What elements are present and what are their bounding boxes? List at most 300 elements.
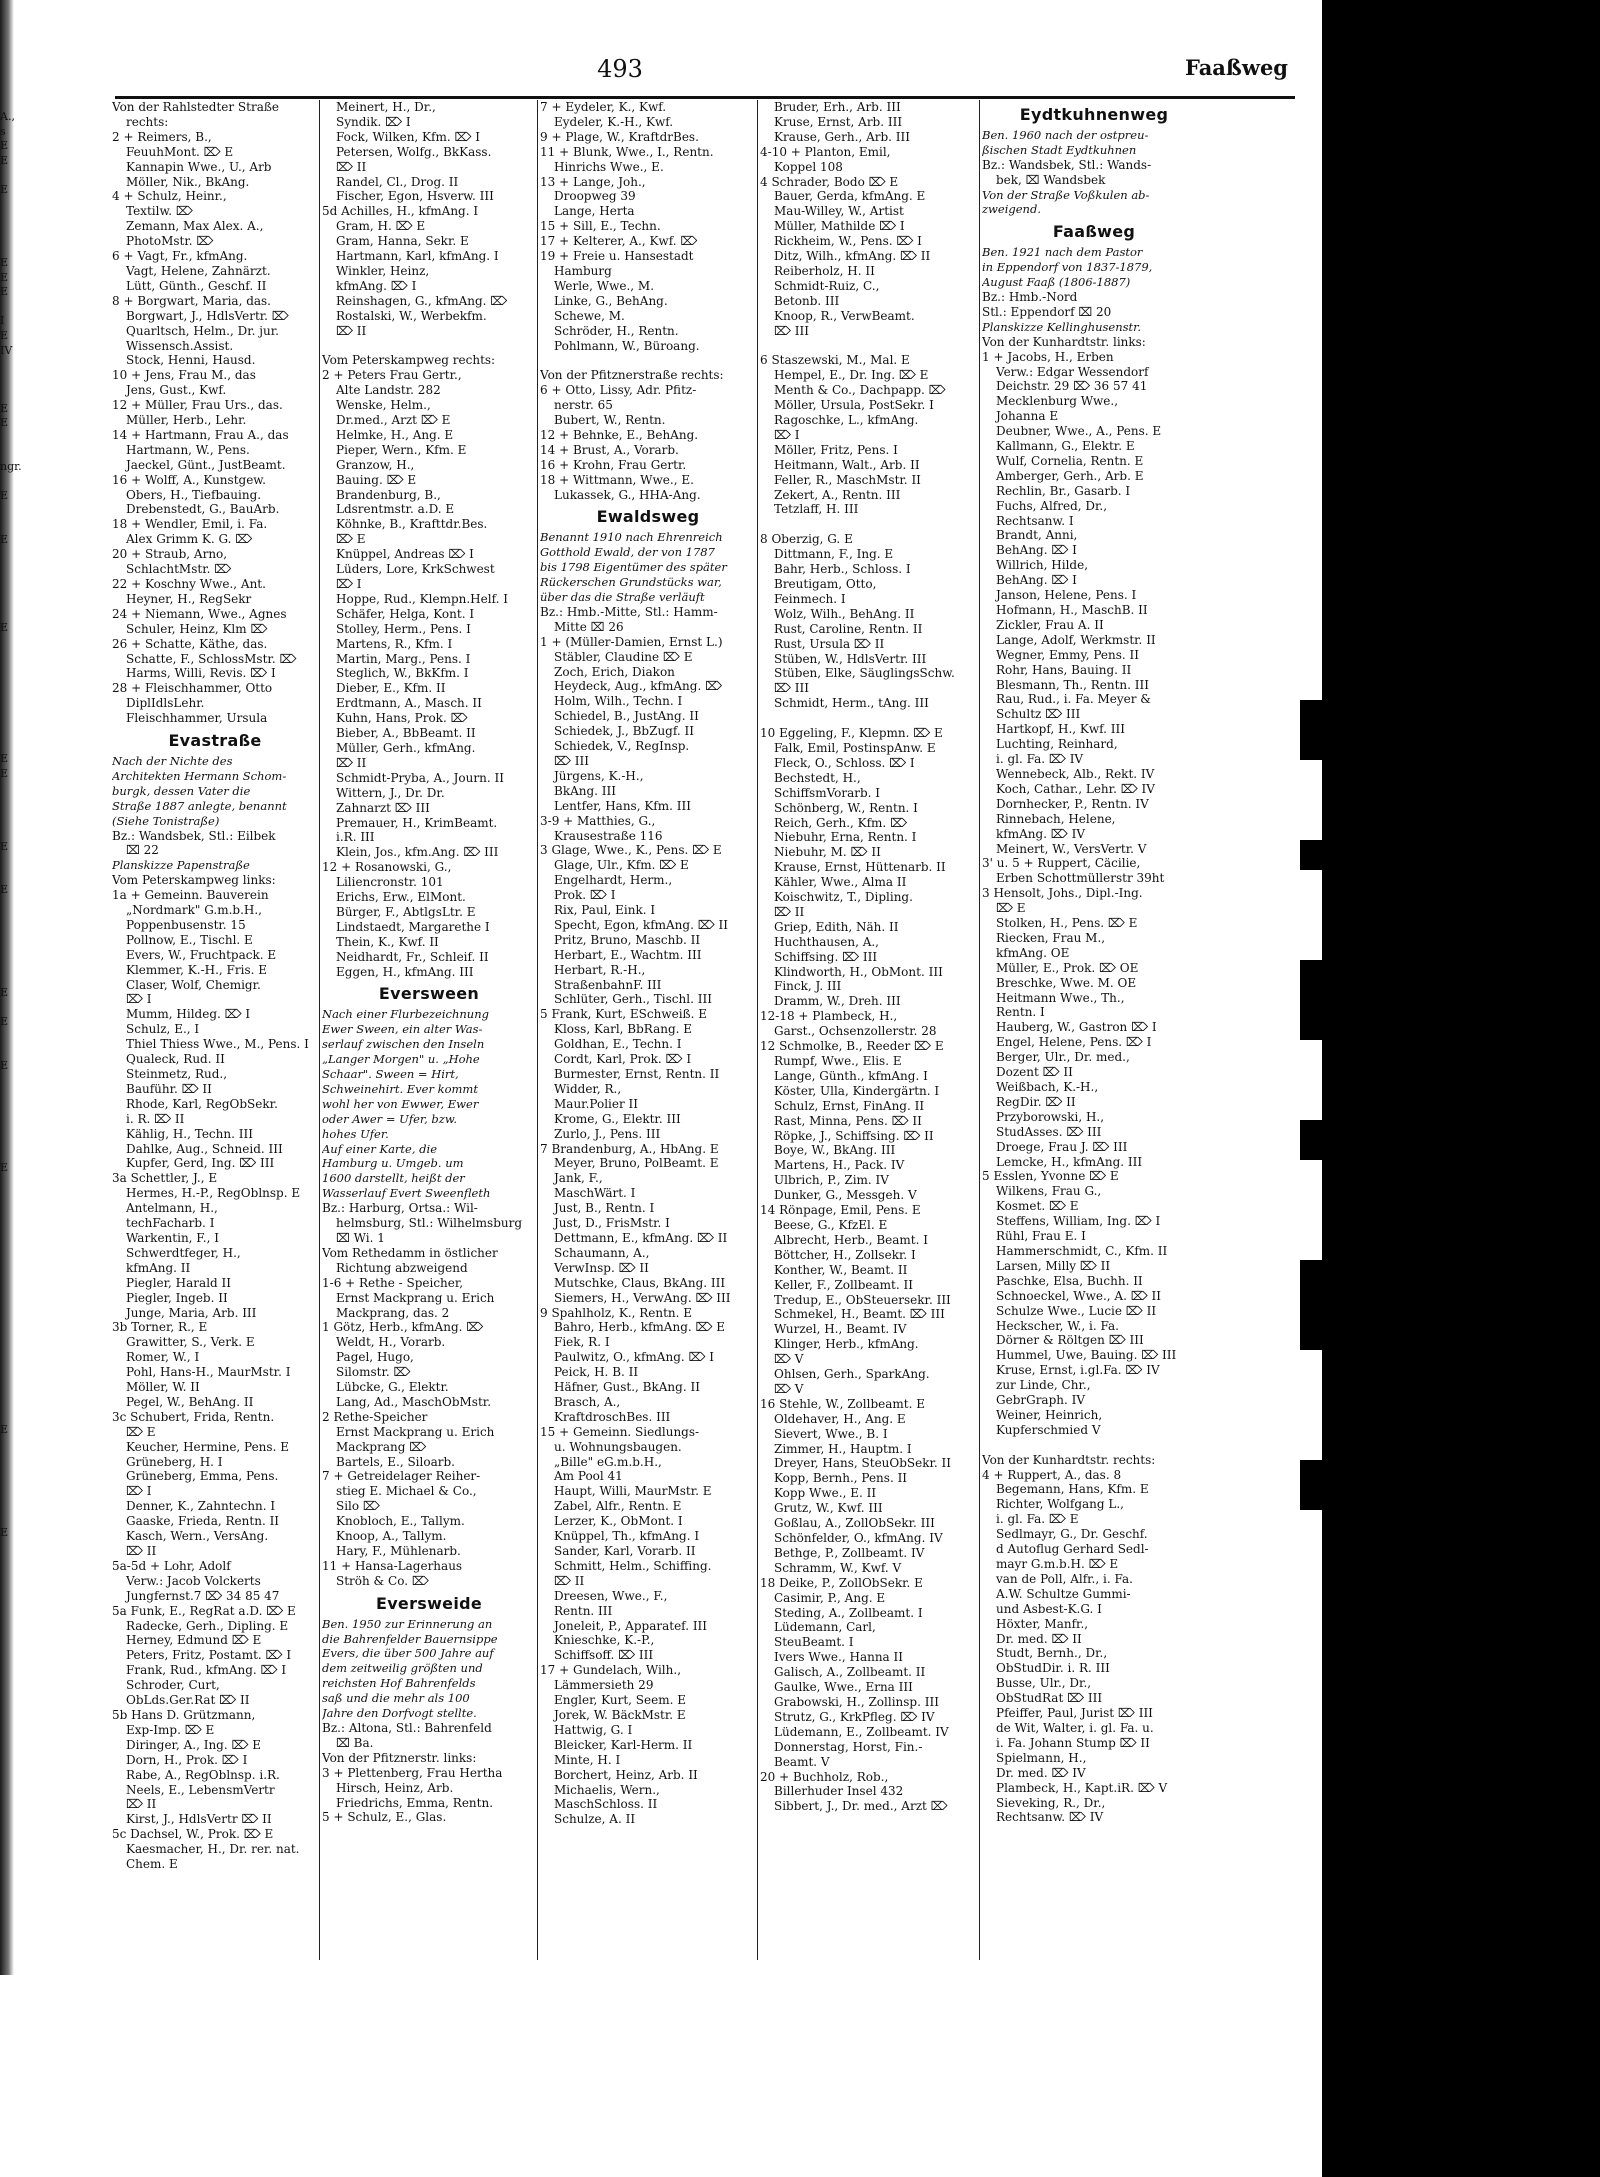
- directory-entry: GebrGraph. IV: [996, 1393, 1086, 1408]
- directory-entry: Konther, W., Beamt. II: [774, 1262, 908, 1277]
- margin-fragment: [0, 913, 112, 928]
- directory-entry: Erichs, Erw., ElMont.: [336, 890, 466, 905]
- directory-entry: 20 + Buchholz, Rob.,: [760, 1769, 889, 1784]
- directory-entry: Richtung abzweigend: [336, 1260, 468, 1275]
- directory-entry: mayr G.m.b.H. ⌦ E: [996, 1557, 1119, 1571]
- directory-entry: ⌦ III: [774, 681, 810, 696]
- margin-fragment: [0, 300, 112, 315]
- margin-fragment: [0, 1613, 112, 1628]
- directory-entry: Ernst Mackprang u. Erich: [336, 1290, 495, 1305]
- directory-entry: Pfeiffer, Paul, Jurist ⌦ III: [996, 1706, 1153, 1721]
- margin-fragment: [0, 577, 112, 592]
- directory-entry: Böttcher, H., Zollsekr. I: [774, 1247, 916, 1262]
- directory-entry: Schulze, A. II: [554, 1812, 636, 1827]
- directory-entry: Breschke, Wwe. M. OE: [996, 975, 1137, 990]
- directory-entry: Dörner & Röltgen ⌦ III: [996, 1333, 1144, 1348]
- directory-entry: Martin, Marg., Pens. I: [336, 651, 471, 666]
- directory-entry: Zahnarzt ⌦ III: [336, 800, 430, 815]
- margin-fragment: [0, 971, 112, 986]
- directory-entry: Hoppe, Rud., Klempn.Helf. I: [336, 591, 508, 606]
- street-note: Evers, die über 500 Jahre auf: [322, 1646, 494, 1661]
- directory-entry: ⌦ I: [774, 427, 800, 442]
- margin-fragment: [0, 1686, 112, 1701]
- directory-entry: ⌧ Ba.: [336, 1735, 374, 1750]
- margin-fragment: E: [0, 255, 9, 269]
- directory-entry: Schulz, Ernst, FinAng. II: [774, 1098, 925, 1113]
- directory-entry: Bahro, Herb., kfmAng. ⌦ E: [554, 1320, 726, 1335]
- directory-entry: Koch, Cathar., Lehr. ⌦ IV: [996, 781, 1155, 796]
- map-reference: Planskizze Kellinghusenstr.: [982, 319, 1142, 334]
- margin-fragment: E: [0, 416, 9, 430]
- street-note: bis 1798 Eigentümer des später: [540, 560, 727, 575]
- directory-entry: Kasch, Wern., VersAng.: [126, 1529, 269, 1544]
- directory-entry: Tredup, E., ObSteuersekr. III: [774, 1292, 951, 1307]
- directory-entry: „Bille" eG.m.b.H.,: [554, 1454, 662, 1469]
- margin-fragment: [0, 373, 112, 388]
- directory-entry: Menth & Co., Dachpapp. ⌦: [774, 383, 946, 398]
- directory-entry: Wulf, Cornelia, Rentn. E: [996, 453, 1144, 468]
- directory-entry: Willrich, Hilde,: [996, 558, 1089, 573]
- directory-entry: Sander, Karl, Vorarb. II: [554, 1544, 696, 1558]
- page-edge-marks: [1300, 700, 1322, 1600]
- directory-entry: Häfner, Gust., BkAng. II: [554, 1380, 700, 1395]
- directory-entry: Klein, Jos., kfm.Ang. ⌦ III: [336, 845, 499, 860]
- column-1: [322, 100, 536, 1960]
- directory-entry: Peick, H. B. II: [554, 1365, 639, 1380]
- directory-entry: Zimmer, H., Hauptm. I: [774, 1441, 912, 1456]
- directory-entry: 10 + Jens, Frau M., das: [112, 368, 256, 383]
- directory-entry: Wilkens, Frau G.,: [996, 1184, 1102, 1199]
- margin-fragment: [0, 1365, 112, 1380]
- street-note: die Bahrenfelder Bauernsippe: [322, 1631, 498, 1646]
- margin-fragment: [0, 825, 112, 840]
- directory-entry: Riecken, Frau M.,: [996, 930, 1106, 945]
- directory-entry: Mitte ⌧ 26: [554, 619, 624, 634]
- directory-entry: techFacharb. I: [126, 1216, 215, 1231]
- margin-fragment: [0, 1453, 112, 1468]
- directory-entry: van de Poll, Alfr., i. Fa.: [996, 1571, 1133, 1586]
- directory-entry: Blesmann, Th., Rentn. III: [996, 677, 1149, 692]
- directory-entry: Bechstedt, H.,: [774, 770, 861, 785]
- directory-entry: Erdtmann, A., Masch. II: [336, 696, 482, 711]
- directory-entry: Steglich, W., BkKfm. I: [336, 666, 469, 681]
- directory-entry: Krausestraße 116: [554, 828, 663, 843]
- directory-entry: Vom Peterskampweg links:: [112, 873, 276, 888]
- directory-entry: 14 + Brust, A., Vorarb.: [540, 442, 679, 457]
- street-note: burgk, dessen Vater die: [112, 783, 251, 798]
- directory-entry: Warkentin, F., I: [126, 1230, 219, 1245]
- margin-fragment: E: [0, 620, 9, 634]
- directory-entry: d Autoflug Gerhard Sedl-: [996, 1542, 1149, 1557]
- directory-entry: Lerzer, K., ObMont. I: [554, 1514, 683, 1529]
- street-note: Ben. 1921 nach dem Pastor: [982, 245, 1143, 260]
- margin-fragment: [0, 1467, 112, 1482]
- directory-entry: Winkler, Heinz,: [336, 263, 430, 278]
- directory-entry: 5c Dachsel, W., Prok. ⌦ E: [112, 1827, 274, 1842]
- directory-entry: Lang, Ad., MaschObMstr.: [336, 1394, 492, 1409]
- directory-entry: Kaesmacher, H., Dr. rer. nat.: [126, 1842, 300, 1857]
- directory-entry: Reinshagen, G., kfmAng. ⌦: [336, 293, 508, 308]
- street-note: in Eppendorf von 1837-1879,: [982, 260, 1153, 275]
- directory-entry: Müller, Gerh., kfmAng.: [336, 740, 476, 755]
- column-4: [982, 100, 1206, 1960]
- directory-entry: Pritz, Bruno, Maschb. II: [554, 932, 701, 947]
- directory-entry: Boye, W., BkAng. III: [774, 1143, 896, 1158]
- directory-entry: Köster, Ulla, Kindergärtn. I: [774, 1083, 940, 1098]
- directory-entry: Pegel, W., BehAng. II: [126, 1394, 254, 1409]
- directory-entry: 11 + Hansa-Lagerhaus: [322, 1558, 463, 1573]
- directory-entry: 26 + Schatte, Käthe, das.: [112, 636, 268, 651]
- directory-entry: Griep, Edith, Näh. II: [774, 919, 899, 934]
- directory-entry: Rabe, A., RegOblnsp. i.R.: [126, 1767, 280, 1782]
- directory-entry: i.R. III: [336, 830, 375, 845]
- directory-entry: 17 + Gundelach, Wilh.,: [540, 1663, 682, 1678]
- directory-entry: Romer, W., I: [126, 1350, 200, 1365]
- directory-entry: Finck, J. III: [774, 979, 842, 994]
- directory-entry: Zurlo, J., Pens. III: [554, 1126, 661, 1141]
- directory-entry: Lange, Herta: [554, 204, 635, 219]
- spacer: [760, 517, 978, 532]
- directory-entry: Kählig, H., Techn. III: [126, 1126, 253, 1141]
- directory-entry: Wolz, Wilh., BehAng. II: [774, 606, 915, 621]
- directory-entry: Qualeck, Rud. II: [126, 1052, 225, 1067]
- directory-entry: Schnoeckel, Wwe., A. ⌦ II: [996, 1288, 1161, 1303]
- directory-entry: kfmAng. OE: [996, 945, 1070, 960]
- directory-entry: ⌦ II: [774, 904, 805, 919]
- directory-entry: ⌦ E: [996, 901, 1026, 916]
- margin-fragment: [0, 1175, 112, 1190]
- directory-entry: Bürger, F., AbtlgsLtr. E: [336, 904, 476, 919]
- margin-fragment: [0, 1073, 112, 1088]
- directory-entry: Dr. med. ⌦ II: [996, 1631, 1082, 1646]
- directory-entry: Siemers, H., VerwAng. ⌦ III: [554, 1290, 731, 1305]
- directory-entry: und Asbest-K.G. I: [996, 1601, 1102, 1616]
- directory-entry: Klindworth, H., ObMont. III: [774, 964, 943, 979]
- directory-entry: Bz.: Wandsbek, Stl.: Wands-: [982, 157, 1152, 172]
- directory-entry: Dr.med., Arzt ⌦ E: [336, 413, 451, 428]
- margin-fragment: E: [0, 1423, 9, 1437]
- margin-fragment: [0, 1248, 112, 1263]
- directory-entry: Möller, Ursula, PostSekr. I: [774, 398, 934, 413]
- directory-entry: ⌦ III: [774, 323, 810, 338]
- directory-entry: 3c Schubert, Frida, Rentn.: [112, 1409, 275, 1424]
- directory-entry: Hattwig, G. I: [554, 1722, 633, 1737]
- directory-entry: 15 + Sill, E., Techn.: [540, 219, 661, 234]
- margin-fragment: I: [0, 314, 5, 328]
- directory-entry: Brandenburg, B.,: [336, 487, 441, 502]
- margin-fragment: [0, 1350, 112, 1365]
- directory-entry: Stüben, Elke, SäuglingsSchw.: [774, 666, 955, 681]
- map-reference: Planskizze Papenstraße: [112, 858, 250, 873]
- directory-entry: SteuBeamt. I: [774, 1635, 854, 1650]
- directory-entry: Werle, Wwe., M.: [554, 278, 655, 293]
- margin-fragment: [0, 1774, 112, 1789]
- directory-entry: Begemann, Hans, Kfm. E: [996, 1482, 1149, 1497]
- directory-entry: Heydeck, Aug., kfmAng. ⌦: [554, 679, 723, 694]
- margin-fragment: E: [0, 533, 9, 547]
- margin-fragment: E: [0, 1058, 9, 1072]
- directory-entry: Dorn, H., Prok. ⌦ I: [126, 1752, 248, 1767]
- directory-entry: Bz.: Hmb.-Mitte, Stl.: Hamm-: [540, 604, 718, 619]
- directory-entry: Wissensch.Assist.: [126, 338, 234, 353]
- directory-entry: Friedrichs, Emma, Rentn.: [336, 1795, 494, 1810]
- margin-fragment: [0, 1628, 112, 1643]
- margin-fragment: [0, 1044, 112, 1059]
- directory-entry: Schiedek, J., BbZugf. II: [554, 724, 694, 739]
- directory-entry: Rust, Ursula ⌦ II: [774, 636, 885, 651]
- directory-entry: kfmAng. II: [126, 1260, 191, 1275]
- directory-entry: ObStudDir. i. R. III: [996, 1661, 1110, 1676]
- street-heading: Evastraße: [168, 731, 262, 751]
- directory-entry: 28 + Fleischhammer, Otto: [112, 681, 273, 696]
- directory-entry: Brandt, Anni,: [996, 528, 1078, 543]
- directory-entry: Hermes, H.-P., RegOblnsp. E: [126, 1186, 301, 1201]
- directory-entry: helmsburg, Stl.: Wilhelmsburg: [336, 1216, 523, 1231]
- directory-entry: Gram, Hanna, Sekr. E: [336, 234, 469, 249]
- margin-fragment: s: [0, 124, 6, 138]
- directory-entry: Bz.: Hmb.-Nord: [982, 289, 1078, 304]
- street-note: Architekten Hermann Schom-: [112, 768, 287, 783]
- margin-fragment: [0, 168, 112, 183]
- directory-entry: Studt, Bernh., Dr.,: [996, 1646, 1108, 1661]
- directory-entry: 1 Götz, Herb., kfmAng. ⌦: [322, 1320, 484, 1335]
- directory-entry: Eydeler, K.-H., Kwf.: [554, 114, 674, 129]
- directory-entry: Zoch, Erich, Diakon: [554, 664, 675, 679]
- directory-entry: 3-9 + Matthies, G.,: [540, 813, 656, 828]
- directory-entry: MaschWärt. I: [554, 1186, 636, 1201]
- directory-entry: Rühl, Frau E. I: [996, 1229, 1086, 1244]
- directory-entry: Schaumann, A.,: [554, 1245, 650, 1260]
- directory-entry: Radecke, Gerh., Dipling. E: [126, 1618, 289, 1633]
- margin-fragment: [0, 1380, 112, 1395]
- directory-entry: Keucher, Hermine, Pens. E: [126, 1439, 289, 1454]
- directory-entry: Fischer, Egon, Hsverw. III: [336, 189, 494, 204]
- directory-entry: 16 + Wolff, A., Kunstgew.: [112, 472, 266, 487]
- directory-entry: Schönfelder, O., kfmAng. IV: [774, 1531, 943, 1545]
- directory-entry: 12-18 + Plambeck, H.,: [760, 1009, 898, 1024]
- margin-fragment: [0, 1496, 112, 1511]
- directory-entry: Heyner, H., RegSekr: [126, 591, 252, 606]
- directory-entry: Krause, Ernst, Hüttenarb. II: [774, 860, 946, 875]
- directory-entry: Reiberholz, H. II: [774, 263, 875, 278]
- directory-entry: KraftdroschBes. III: [554, 1409, 671, 1424]
- directory-entry: Lüders, Lore, KrkSchwest: [336, 562, 495, 577]
- directory-entry: Larsen, Milly ⌦ II: [996, 1258, 1111, 1273]
- directory-entry: Bartels, E., Siloarb.: [336, 1454, 455, 1469]
- directory-entry: 15 + Gemeinn. Siedlungs-: [540, 1424, 700, 1439]
- street-note: Wasserlauf Evert Sweenfleth: [322, 1186, 491, 1201]
- directory-entry: 5a-5d + Lohr, Adolf: [112, 1558, 231, 1573]
- directory-entry: Lentfer, Hans, Kfm. III: [554, 798, 691, 813]
- margin-fragment: [0, 1657, 112, 1672]
- directory-entry: Engler, Kurt, Seem. E: [554, 1693, 686, 1708]
- directory-entry: Verw.: Edgar Wessendorf: [996, 364, 1149, 379]
- directory-entry: Hamburg: [554, 263, 612, 278]
- directory-entry: ⌦ II: [126, 1797, 157, 1812]
- directory-entry: Vagt, Helene, Zahnärzt.: [126, 263, 271, 278]
- directory-entry: Von der Rahlstedter Straße: [112, 100, 279, 114]
- margin-fragment: [0, 1205, 112, 1220]
- directory-entry: Kupferschmied V: [996, 1422, 1101, 1437]
- directory-entry: FeuuhMont. ⌦ E: [126, 144, 234, 159]
- directory-entry: Schiedek, V., RegInsp.: [554, 739, 690, 754]
- margin-fragment: [0, 1803, 112, 1810]
- street-note: „Langer Morgen" u. „Hohe: [322, 1052, 480, 1067]
- directory-entry: ObStudRat ⌦ III: [996, 1691, 1103, 1706]
- directory-entry: i. Fa. Johann Stump ⌦ II: [996, 1735, 1150, 1750]
- directory-entry: Thein, K., Kwf. II: [336, 934, 439, 949]
- directory-entry: Erben Schottmüllerstr 39ht: [996, 871, 1165, 886]
- street-note: serlauf zwischen den Inseln: [322, 1037, 485, 1052]
- directory-entry: Lüdemann, Carl,: [774, 1620, 876, 1635]
- directory-entry: Mau-Willey, W., Artist: [774, 204, 904, 219]
- directory-entry: Stäbler, Claudine ⌦ E: [554, 649, 693, 664]
- directory-entry: Hammerschmidt, C., Kfm. II: [996, 1243, 1168, 1258]
- directory-entry: Bleicker, Karl-Herm. II: [554, 1737, 693, 1752]
- directory-entry: Lange, Günth., kfmAng. I: [774, 1068, 928, 1083]
- directory-entry: Ulbrich, P., Zim. IV: [774, 1173, 889, 1188]
- margin-fragment: E: [0, 752, 9, 766]
- directory-entry: Oldehaver, H., Ang. E: [774, 1411, 906, 1426]
- margin-fragment: [0, 1555, 112, 1570]
- directory-entry: PhotoMstr. ⌦: [126, 234, 214, 249]
- directory-entry: ⌦ II: [336, 755, 367, 770]
- directory-entry: Zickler, Frau A. II: [996, 617, 1104, 632]
- directory-entry: Hofmann, H., MaschB. II: [996, 603, 1148, 617]
- directory-entry: Bauer, Gerda, kfmAng. E: [774, 189, 926, 204]
- directory-entry: u. Wohnungsbaugen.: [554, 1439, 682, 1454]
- street-heading: Eversween: [378, 984, 480, 1004]
- directory-entry: Bauing. ⌦ E: [336, 472, 417, 487]
- margin-fragment: [0, 854, 112, 869]
- margin-fragment: IV: [0, 343, 13, 357]
- directory-entry: Just, B., Rentn. I: [554, 1201, 655, 1216]
- directory-entry: Michaelis, Wern.,: [554, 1782, 660, 1797]
- directory-entry: Lämmersieth 29: [554, 1678, 654, 1693]
- directory-entry: 3' u. 5 + Ruppert, Cäcilie,: [982, 856, 1141, 871]
- directory-entry: Pagel, Hugo,: [336, 1350, 414, 1365]
- directory-entry: Schuler, Heinz, Klm ⌦: [126, 621, 268, 636]
- street-heading: Eversweide: [375, 1593, 483, 1613]
- directory-entry: Rentn. III: [554, 1603, 613, 1618]
- directory-entry: Granzow, H.,: [336, 457, 415, 472]
- directory-entry: Textilw. ⌦: [126, 204, 193, 219]
- directory-entry: Sedlmayr, G., Dr. Geschf.: [996, 1527, 1148, 1542]
- directory-entry: 4 + Ruppert, A., das. 8: [982, 1467, 1122, 1482]
- street-note: reichsten Hof Bahrenfelds: [322, 1676, 476, 1691]
- directory-entry: ⌧ 22: [126, 843, 159, 858]
- directory-entry: Schultz ⌦ III: [996, 707, 1081, 722]
- directory-entry: Drebenstedt, G., BauArb.: [126, 502, 280, 517]
- directory-entry: nerstr. 65: [554, 398, 613, 413]
- margin-fragment: [0, 606, 112, 621]
- directory-entry: Kopp Wwe., E. II: [774, 1486, 877, 1501]
- directory-entry: Garst., Ochsenzollerstr. 28: [774, 1024, 937, 1039]
- directory-entry: 9 Spahlholz, K., Rentn. E: [540, 1305, 693, 1320]
- directory-entry: Sievert, Wwe., B. I: [774, 1426, 888, 1441]
- street-heading: Faaßweg: [1052, 222, 1136, 242]
- directory-entry: Minte, H. I: [554, 1752, 621, 1767]
- margin-fragment: [0, 1146, 112, 1161]
- street-note: Hamburg u. Umgeb. um: [322, 1156, 464, 1171]
- margin-fragment: [0, 1102, 112, 1117]
- directory-entry: Berger, Ulr., Dr. med.,: [996, 1050, 1130, 1065]
- directory-entry: Denner, K., Zahntechn. I: [126, 1499, 276, 1514]
- margin-fragment: [0, 1394, 112, 1409]
- margin-fragment: [0, 796, 112, 811]
- directory-entry: 18 + Wittmann, Wwe., E.: [540, 472, 694, 487]
- margin-fragment: [0, 548, 112, 563]
- street-note: Ben. 1950 zur Erinnerung an: [322, 1616, 493, 1631]
- directory-entry: Rechlin, Br., Gasarb. I: [996, 483, 1131, 498]
- directory-entry: Ldsrentmstr. a.D. E: [336, 502, 455, 517]
- directory-entry: Rust, Caroline, Rentn. II: [774, 621, 923, 636]
- directory-entry: Spielmann, H.,: [996, 1750, 1087, 1765]
- directory-entry: Schewe, M.: [554, 308, 625, 323]
- directory-entry: Borchert, Heinz, Arb. II: [554, 1767, 698, 1782]
- directory-entry: 8 Oberzig, G. E: [760, 532, 853, 547]
- directory-entry: Bahr, Herb., Schloss. I: [774, 562, 911, 577]
- directory-entry: Janson, Helene, Pens. I: [996, 588, 1137, 603]
- street-note: Rückerschen Grundstücks war,: [540, 575, 722, 590]
- directory-entry: Von der Kunhardtstr. rechts:: [982, 1452, 1156, 1467]
- margin-fragment: [0, 519, 112, 534]
- directory-entry: Steding, A., Zollbeamt. I: [774, 1605, 923, 1620]
- directory-entry: Bubert, W., Rentn.: [554, 413, 666, 428]
- street-note: Nach einer Flurbezeichnung: [322, 1007, 489, 1022]
- directory-entry: Maur.Polier II: [554, 1096, 639, 1111]
- directory-entry: Kosmet. ⌦ E: [996, 1199, 1079, 1214]
- directory-entry: 4 + Schulz, Heinr.,: [112, 189, 227, 204]
- directory-entry: Alex Grimm K. G. ⌦: [126, 532, 253, 547]
- directory-entry: Niebuhr, M. ⌦ II: [774, 845, 881, 860]
- directory-entry: 18 + Wendler, Emil, i. Fa.: [112, 517, 268, 532]
- directory-entry: VerwInsp. ⌦ II: [554, 1260, 649, 1275]
- directory-entry: Stüben, W., HdlsVertr. III: [774, 651, 927, 666]
- directory-entry: zur Linde, Chr.,: [996, 1378, 1091, 1393]
- previous-page-fragment: [0, 110, 112, 1810]
- page-number: 493: [597, 55, 643, 83]
- directory-entry: Schäfer, Helga, Kont. I: [336, 606, 475, 621]
- directory-entry: Stock, Henni, Hausd.: [126, 353, 256, 368]
- directory-entry: 4 Schrader, Bodo ⌦ E: [760, 174, 899, 189]
- directory-entry: Ivers Wwe., Hanna II: [774, 1650, 904, 1665]
- directory-entry: 5d Achilles, H., kfmAng. I: [322, 204, 479, 219]
- margin-fragment: [0, 475, 112, 490]
- directory-entry: Fock, Wilken, Kfm. ⌦ I: [336, 129, 480, 144]
- directory-entry: Grutz, W., Kwf. III: [774, 1501, 883, 1516]
- directory-entry: Stolken, H., Pens. ⌦ E: [996, 916, 1138, 931]
- directory-entry: Kannapin Wwe., U., Arb: [126, 159, 272, 174]
- directory-entry: Exp-Imp. ⌦ E: [126, 1722, 215, 1737]
- margin-fragment: [0, 708, 112, 723]
- directory-entry: Obers, H., Tiefbauing.: [126, 487, 262, 502]
- directory-entry: Betonb. III: [774, 293, 840, 308]
- margin-fragment: [0, 562, 112, 577]
- directory-entry: Röpke, J., Schiffsing. ⌦ II: [774, 1128, 934, 1143]
- directory-entry: Hirsch, Heinz, Arb.: [336, 1780, 454, 1795]
- directory-entry: Quarltsch, Helm., Dr. jur.: [126, 323, 279, 338]
- directory-entry: 16 + Krohn, Frau Gertr.: [540, 457, 687, 472]
- directory-entry: Koppel 108: [774, 159, 843, 174]
- directory-entry: Knieschke, K.-P.,: [554, 1633, 655, 1648]
- directory-entry: Jürgens, K.-H.,: [554, 768, 644, 783]
- directory-entry: Piegler, Ingeb. II: [126, 1290, 228, 1305]
- directory-entry: Galisch, A., Zollbeamt. II: [774, 1665, 926, 1680]
- directory-entry: Knoop, A., Tallym.: [336, 1529, 447, 1544]
- directory-entry: Richter, Wolfgang L.,: [996, 1497, 1124, 1512]
- street-note: ßischen Stadt Eydtkuhnen: [982, 142, 1137, 157]
